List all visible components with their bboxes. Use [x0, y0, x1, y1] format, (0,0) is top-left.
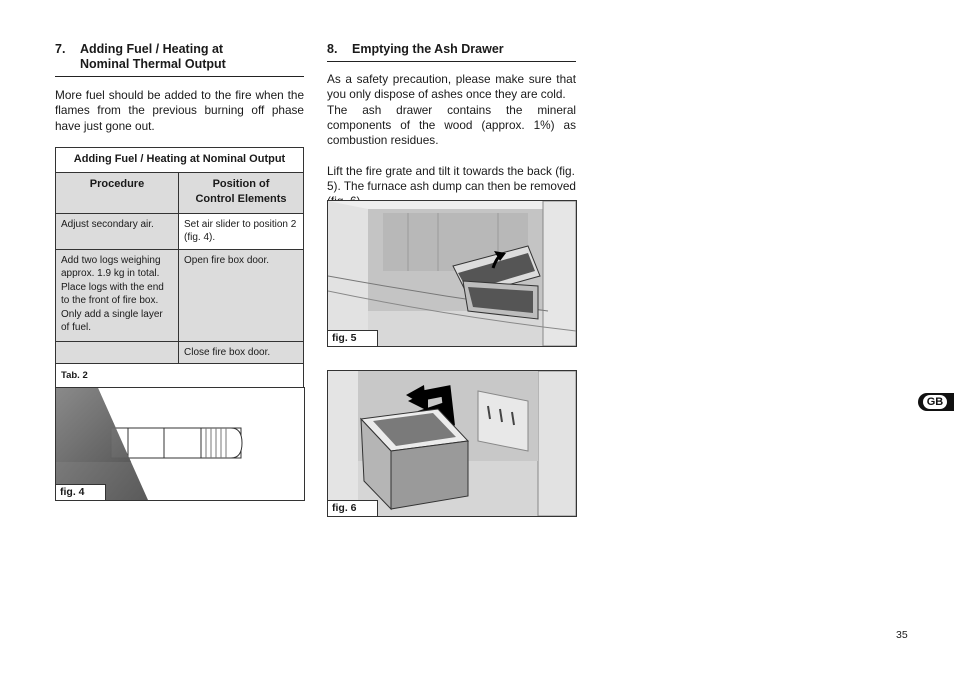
page-number: 35 [896, 629, 908, 641]
table-cell-control: Close fire box door. [179, 341, 304, 364]
figure-5-label: fig. 5 [327, 330, 378, 347]
language-badge [918, 393, 954, 411]
figure-5 [327, 200, 577, 347]
section-8-heading [327, 42, 576, 62]
table-header-control-line1: Position of [212, 177, 270, 190]
figure-6-label: fig. 6 [327, 500, 378, 517]
table-row [56, 213, 304, 249]
table-cell-control: Open fire box door. [179, 249, 304, 341]
section-8-body [327, 72, 576, 210]
table-caption: Tab. 2 [56, 364, 304, 392]
fire-grate-illustration [328, 201, 576, 346]
fuel-table [55, 147, 304, 392]
section-8-paragraph-1: As a safety precaution, please make sure that you only dispose of ashes once they are cold. [327, 72, 576, 102]
table-cell-procedure: Adjust secondary air. [56, 213, 179, 249]
section-7-title-line2: Nominal Thermal Output [80, 57, 226, 71]
section-8-title: Emptying the Ash Drawer [352, 42, 504, 56]
table-cell-procedure [56, 341, 179, 364]
table-header-control-line2: Control Elements [195, 192, 287, 205]
table-title: Adding Fuel / Heating at Nominal Output [56, 148, 304, 173]
section-7-heading [55, 42, 304, 77]
section-7-paragraph: More fuel should be added to the fire when the flames from the previous burning off phase have just gone out. [55, 88, 304, 133]
table-row [56, 249, 304, 341]
table-row [56, 341, 304, 364]
figure-4-label: fig. 4 [55, 484, 106, 501]
section-8-paragraph-2: The ash drawer contains the mineral components of the wood (approx. 1%) as combustion residues. [327, 102, 576, 148]
table-header-procedure: Procedure [56, 172, 179, 213]
table-header-control [179, 172, 304, 213]
ash-drawer-illustration [328, 371, 576, 516]
table-cell-procedure: Add two logs weighing approx. 1.9 kg in total. Place logs with the end to the front of fire box. Only add a single layer of fuel. [56, 249, 179, 341]
section-7-title-line1: Adding Fuel / Heating at [80, 42, 224, 56]
figure-4 [55, 387, 305, 501]
section-7-number: 7. [55, 42, 66, 56]
figure-6 [327, 370, 577, 517]
section-8-number: 8. [327, 42, 338, 56]
table-cell-control: Set air slider to position 2 (fig. 4). [179, 213, 304, 249]
section-8-paragraph-3: Lift the fire grate and tilt it towards the back (fig. 5). The furnace ash dump can then be removed [327, 163, 576, 194]
language-badge-text: GB [923, 395, 947, 409]
section-7-body [55, 88, 304, 134]
